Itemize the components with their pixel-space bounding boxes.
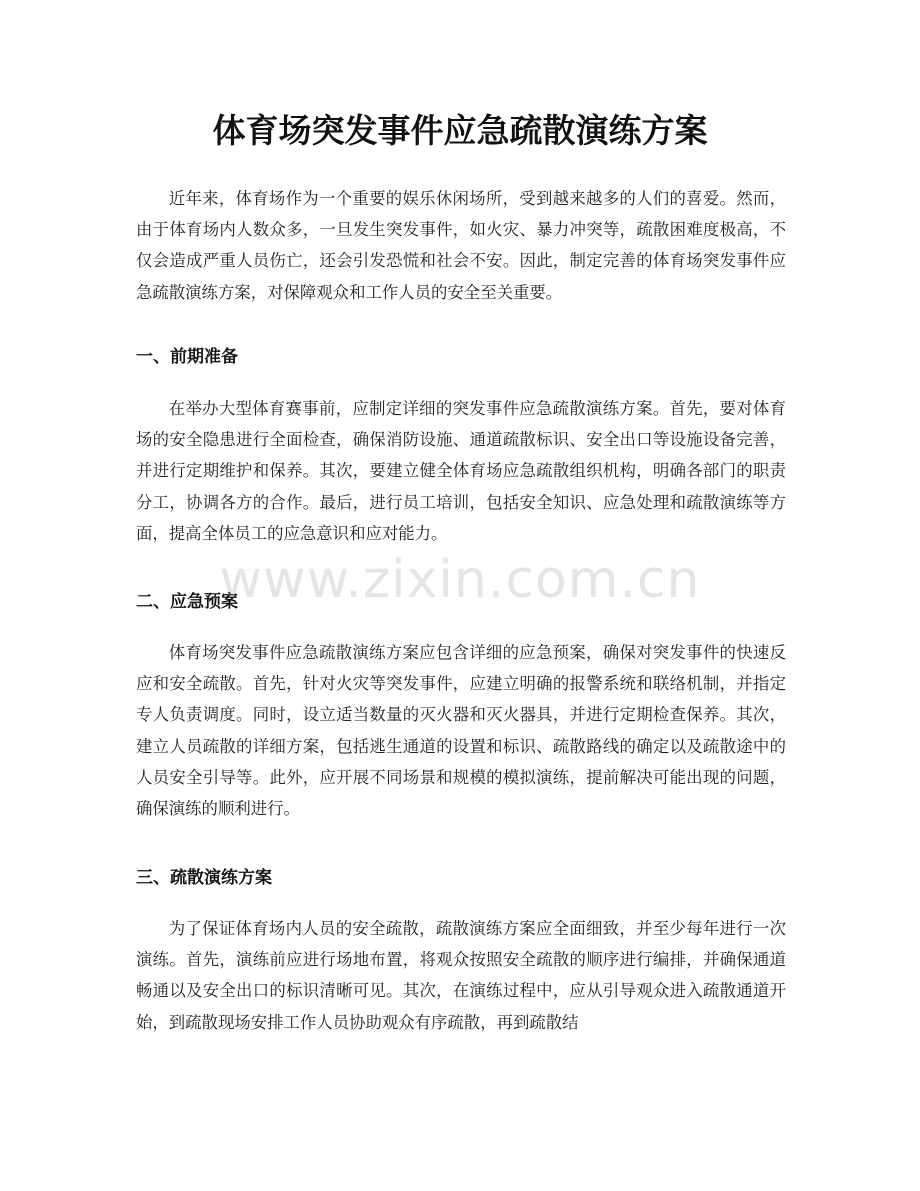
section-heading-3: 三、疏散演练方案 [136, 868, 272, 888]
intro-paragraph: 近年来，体育场作为一个重要的娱乐休闲场所，受到越来越多的人们的喜爱。然而，由于体育场内人数众多，一旦发生突发事件，如火灾、暴力冲突等，疏散困难度极高，不仅会造成严重人员伤亡，还会引发恐慌和社会不安。因此，制定完善的体育场突发事件应急疏散演练方案，对保障观众和工作人员的安全至关重要。 [136, 189, 786, 302]
section-body-2: 体育场突发事件应急疏散演练方案应包含详细的应急预案，确保对突发事件的快速反应和安全疏散。首先，针对火灾等突发事件，应建立明确的报警系统和联络机制，并指定专人负责调度。同时，设立适当数量的灭火器和灭火器具，并进行定期检查保养。其次，建立人员疏散的详细方案，包括逃生通道的设置和标识、疏散路线的确定以及疏散途中的人员安全引导等。此外，应开展不同场景和规模的模拟演练，提前解决可能出现的问题，确保演练的顺利进行。 [136, 643, 786, 819]
section-heading-1: 一、前期准备 [136, 347, 238, 367]
section-heading-2: 二、应急预案 [136, 592, 238, 612]
watermark: www.zixin.com.cn [219, 550, 701, 610]
document-title: 体育场突发事件应急疏散演练方案 [212, 111, 708, 150]
section-body-1: 在举办大型体育赛事前，应制定详细的突发事件应急疏散演练方案。首先，要对体育场的安全隐患进行全面检查，确保消防设施、通道疏散标识、安全出口等设施设备完善，并进行定期维护和保养。其次，要建立健全体育场应急疏散组织机构，明确各部门的职责分工，协调各方的合作。最后，进行员工培训，包括安全知识、应急处理和疏散演练等方面，提高全体员工的应急意识和应对能力。 [136, 399, 786, 543]
section-body-3: 为了保证体育场内人员的安全疏散，疏散演练方案应全面细致，并至少每年进行一次演练。首先，演练前应进行场地布置，将观众按照安全疏散的顺序进行编排，并确保通道畅通以及安全出口的标识清晰可见。其次，在演练过程中，应从引导观众进入疏散通道开始，到疏散现场安排工作人员协助观众有序疏散，再到疏散结 [136, 919, 786, 1032]
